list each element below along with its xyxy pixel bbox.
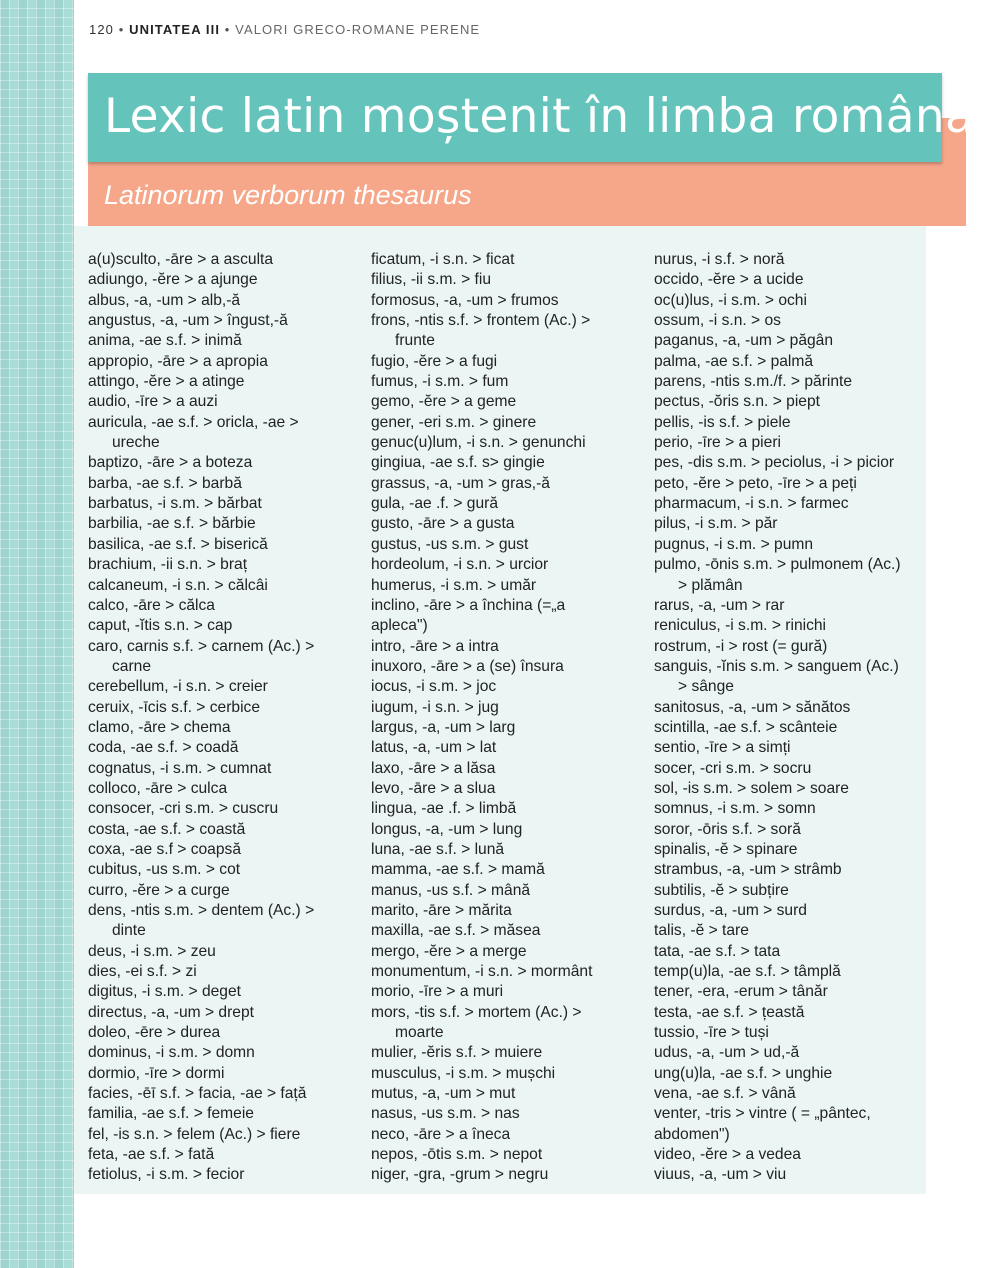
vocabulary-entry: neco, -āre > a îneca xyxy=(371,1125,511,1143)
vocabulary-entry: cerebellum, -i s.n. > creier xyxy=(88,678,268,696)
vocabulary-entry: doleo, -ēre > durea xyxy=(88,1024,221,1042)
vocabulary-entry: deus, -i s.m. > zeu xyxy=(88,942,216,960)
vocabulary-entry: tussio, -īre > tuși xyxy=(654,1024,769,1042)
vocabulary-entry: pharmacum, -i s.n. > farmec xyxy=(654,495,849,513)
vocabulary-entry: dormio, -īre > dormi xyxy=(88,1064,225,1082)
vocabulary-entry: moarte xyxy=(395,1024,444,1042)
vocabulary-entry: formosus, -a, -um > frumos xyxy=(371,291,559,309)
vocabulary-entry: cubitus, -us s.m. > cot xyxy=(88,861,241,879)
vocabulary-entry: colloco, -āre > culca xyxy=(88,779,228,797)
vocabulary-entry: apleca") xyxy=(371,617,428,635)
vocabulary-entry: gingiua, -ae s.f. s> gingie xyxy=(371,454,545,472)
vocabulary-entry: basilica, -ae s.f. > biserică xyxy=(88,535,268,553)
vocabulary-entry: humerus, -i s.m. > umăr xyxy=(371,576,537,594)
vocabulary-entry: angustus, -a, -um > îngust,-ă xyxy=(88,312,288,330)
vocabulary-entry: fumus, -i s.m. > fum xyxy=(371,373,509,391)
vocabulary-entry: auricula, -ae s.f. > oricla, -ae > xyxy=(88,413,299,431)
vocabulary-entry: dens, -ntis s.m. > dentem (Ac.) > xyxy=(88,902,315,919)
vocabulary-entry: consocer, -cri s.m. > cuscru xyxy=(88,800,279,818)
vocabulary-entry: latus, -a, -um > lat xyxy=(371,739,497,757)
vocabulary-entry: mergo, -ĕre > a merge xyxy=(371,942,527,960)
vocabulary-entry: laxo, -āre > a lăsa xyxy=(371,759,496,777)
vocabulary-column-3 xyxy=(654,250,901,1186)
vocabulary-entry: subtilis, -ĕ > subțire xyxy=(654,881,789,899)
vocabulary-entry: audio, -īre > a auzi xyxy=(88,393,218,411)
vocabulary-entry: hordeolum, -i s.n. > urcior xyxy=(371,556,549,574)
vocabulary-entry: longus, -a, -um > lung xyxy=(371,820,523,838)
vocabulary-entry: temp(u)la, -ae s.f. > tâmplă xyxy=(654,963,841,981)
vocabulary-entry: ossum, -i s.n. > os xyxy=(654,312,781,330)
vocabulary-entry: inclino, -āre > a închina (=„a xyxy=(371,596,566,614)
page-number: 120 xyxy=(89,22,114,37)
vocabulary-entry: parens, -ntis s.m./f. > părinte xyxy=(654,373,853,391)
vocabulary-entry: adiungo, -ĕre > a ajunge xyxy=(88,271,258,289)
vocabulary-entry: ung(u)la, -ae s.f. > unghie xyxy=(654,1064,833,1082)
vocabulary-entry: > sânge xyxy=(678,678,734,696)
vocabulary-entry: tata, -ae s.f. > tata xyxy=(654,942,781,960)
vocabulary-entry: sanguis, -ĭnis s.m. > sanguem (Ac.) xyxy=(654,657,899,675)
vocabulary-entry: sentio, -īre > a simți xyxy=(654,739,791,757)
vocabulary-entry: sanitosus, -a, -um > sănătos xyxy=(654,698,851,716)
vocabulary-entry: iugum, -i s.n. > jug xyxy=(371,698,499,716)
vocabulary-entry: fel, -is s.n. > felem (Ac.) > fiere xyxy=(88,1125,301,1143)
vocabulary-entry: barba, -ae s.f. > barbă xyxy=(88,474,242,492)
vocabulary-entry: venter, -tris > vintre ( = „pântec, xyxy=(654,1105,871,1123)
header-bullet: • xyxy=(118,22,125,37)
vocabulary-entry: gusto, -āre > a gusta xyxy=(371,515,515,533)
vocabulary-entry: viuus, -a, -um > viu xyxy=(654,1166,787,1184)
vocabulary-entry: monumentum, -i s.n. > mormânt xyxy=(371,963,593,981)
vocabulary-entry: nepos, -ōtis s.m. > nepot xyxy=(371,1146,543,1164)
vocabulary-column-1 xyxy=(88,250,314,1186)
vocabulary-entry: mutus, -a, -um > mut xyxy=(371,1085,516,1103)
vocabulary-entry: barbatus, -i s.m. > bărbat xyxy=(88,495,262,513)
vocabulary-entry: pellis, -is s.f. > piele xyxy=(654,413,791,431)
vocabulary-entry: paganus, -a, -um > păgân xyxy=(654,332,834,350)
vocabulary-entry: reniculus, -i s.m. > rinichi xyxy=(654,617,827,635)
vocabulary-entry: soror, -ōris s.f. > soră xyxy=(654,820,801,838)
vocabulary-entry: pulmo, -ōnis s.m. > pulmonem (Ac.) xyxy=(654,556,901,574)
vocabulary-entry: grassus, -a, -um > gras,-ă xyxy=(371,474,550,492)
vocabulary-entry: attingo, -ĕre > a atinge xyxy=(88,373,245,391)
vocabulary-entry: appropio, -āre > a apropia xyxy=(88,352,268,370)
vocabulary-entry: baptizo, -āre > a boteza xyxy=(88,454,253,472)
vocabulary-entry: largus, -a, -um > larg xyxy=(371,718,516,736)
vocabulary-entry: brachium, -ii s.n. > braț xyxy=(88,556,248,574)
vocabulary-entry: scintilla, -ae s.f. > scânteie xyxy=(654,718,838,736)
vocabulary-entry: fetiolus, -i s.m. > fecior xyxy=(88,1166,245,1184)
vocabulary-entry: cognatus, -i s.m. > cumnat xyxy=(88,759,272,777)
vocabulary-entry: albus, -a, -um > alb,-ă xyxy=(88,291,241,309)
vocabulary-entry: lingua, -ae .f. > limbă xyxy=(371,800,517,818)
vocabulary-entry: a(u)sculto, -āre > a asculta xyxy=(88,251,274,268)
vocabulary-entry: > plămân xyxy=(678,576,743,594)
vocabulary-entry: sol, -is s.m. > solem > soare xyxy=(654,779,849,797)
vocabulary-entry: levo, -āre > a slua xyxy=(371,779,496,797)
vocabulary-entry: pilus, -i s.m. > păr xyxy=(654,515,778,533)
vocabulary-entry: caput, -ĭtis s.n. > cap xyxy=(88,617,233,635)
running-header xyxy=(89,22,480,37)
vocabulary-entry: mamma, -ae s.f. > mamă xyxy=(371,861,545,879)
vocabulary-entry: dominus, -i s.m. > domn xyxy=(88,1044,255,1062)
vocabulary-entry: pugnus, -i s.m. > pumn xyxy=(654,535,814,553)
vocabulary-entry: musculus, -i s.m. > mușchi xyxy=(371,1064,556,1082)
vocabulary-entry: gustus, -us s.m. > gust xyxy=(371,535,529,553)
vocabulary-entry: clamo, -āre > chema xyxy=(88,718,231,736)
vocabulary-entry: ureche xyxy=(112,434,160,452)
vocabulary-entry: vena, -ae s.f. > vână xyxy=(654,1085,796,1103)
vocabulary-entry: surdus, -a, -um > surd xyxy=(654,902,807,919)
vocabulary-entry: mulier, -ĕris s.f. > muiere xyxy=(371,1044,543,1062)
vocabulary-entry: calco, -āre > călca xyxy=(88,596,215,614)
vocabulary-entry: coxa, -ae s.f > coapsă xyxy=(88,840,241,858)
vocabulary-entry: gula, -ae .f. > gură xyxy=(371,495,498,513)
vocabulary-entry: manus, -us s.f. > mână xyxy=(371,881,531,899)
header-bullet: • xyxy=(224,22,231,37)
vocabulary-entry: occido, -ĕre > a ucide xyxy=(654,271,804,289)
vocabulary-entry: iocus, -i s.m. > joc xyxy=(371,678,497,696)
vocabulary-entry: calcaneum, -i s.n. > călcâi xyxy=(88,576,268,594)
vocabulary-entry: dinte xyxy=(112,922,146,940)
vocabulary-entry: ficatum, -i s.n. > ficat xyxy=(371,251,515,268)
vocabulary-entry: oc(u)lus, -i s.m. > ochi xyxy=(654,291,807,309)
unit-label: UNITATEA III xyxy=(129,22,221,37)
vocabulary-entry: morio, -īre > a muri xyxy=(371,983,504,1001)
vocabulary-entry: ceruix, -īcis s.f. > cerbice xyxy=(88,698,261,716)
vocabulary-entry: carne xyxy=(112,657,152,675)
vocabulary-entry: directus, -a, -um > drept xyxy=(88,1003,254,1021)
vocabulary-entry: rostrum, -i > rost (= gură) xyxy=(654,637,828,655)
vocabulary-entry: udus, -a, -um > ud,-ă xyxy=(654,1044,800,1062)
vocabulary-entry: frunte xyxy=(395,332,435,350)
vocabulary-entry: barbilia, -ae s.f. > bărbie xyxy=(88,515,256,533)
vocabulary-column-2 xyxy=(371,250,592,1186)
vocabulary-entry: pectus, -ŏris s.n. > piept xyxy=(654,393,820,411)
vocabulary-entry: curro, -ĕre > a curge xyxy=(88,881,230,899)
vocabulary-entry: nurus, -i s.f. > noră xyxy=(654,251,785,268)
vocabulary-entry: filius, -ii s.m. > fiu xyxy=(371,271,492,289)
vocabulary-entry: socer, -cri s.m. > socru xyxy=(654,759,812,777)
page-title: Lexic latin moștenit în limba română xyxy=(104,89,975,144)
vocabulary-entry: mors, -tis s.f. > mortem (Ac.) > xyxy=(371,1003,582,1021)
vocabulary-entry: caro, carnis s.f. > carnem (Ac.) > xyxy=(88,637,315,655)
vocabulary-entry: dies, -ei s.f. > zi xyxy=(88,963,197,981)
vocabulary-entry: familia, -ae s.f. > femeie xyxy=(88,1105,254,1123)
mosaic-border-decoration xyxy=(0,0,74,1268)
section-label: VALORI GRECO-ROMANE PERENE xyxy=(235,22,481,37)
vocabulary-entry: feta, -ae s.f. > fată xyxy=(88,1146,215,1164)
vocabulary-entry: strambus, -a, -um > strâmb xyxy=(654,861,842,879)
vocabulary-entry: video, -ĕre > a vedea xyxy=(654,1146,801,1164)
vocabulary-entry: digitus, -i s.m. > deget xyxy=(88,983,241,1001)
vocabulary-entry: somnus, -i s.m. > somn xyxy=(654,800,816,818)
vocabulary-entry: nasus, -us s.m. > nas xyxy=(371,1105,520,1123)
page-subtitle: Latinorum verborum thesaurus xyxy=(104,180,472,210)
vocabulary-entry: facies, -ēī s.f. > facia, -ae > față xyxy=(88,1085,307,1103)
vocabulary-entry: tener, -era, -erum > tânăr xyxy=(654,983,828,1001)
vocabulary-entry: maxilla, -ae s.f. > măsea xyxy=(371,922,541,940)
vocabulary-entry: perio, -īre > a pieri xyxy=(654,434,781,452)
vocabulary-entry: costa, -ae s.f. > coastă xyxy=(88,820,246,838)
vocabulary-entry: testa, -ae s.f. > țeastă xyxy=(654,1003,805,1021)
vocabulary-entry: inuxoro, -āre > a (se) însura xyxy=(371,657,564,675)
vocabulary-entry: fugio, -ĕre > a fugi xyxy=(371,352,498,370)
vocabulary-entry: palma, -ae s.f. > palmă xyxy=(654,352,814,370)
vocabulary-entry: intro, -āre > a intra xyxy=(371,637,499,655)
vocabulary-entry: gener, -eri s.m. > ginere xyxy=(371,413,537,431)
vocabulary-entry: rarus, -a, -um > rar xyxy=(654,596,785,614)
vocabulary-entry: talis, -ĕ > tare xyxy=(654,922,749,940)
vocabulary-entry: marito, -āre > mărita xyxy=(371,902,512,919)
vocabulary-entry: frons, -ntis s.f. > frontem (Ac.) > xyxy=(371,312,591,330)
vocabulary-entry: anima, -ae s.f. > inimă xyxy=(88,332,242,350)
vocabulary-entry: genuc(u)lum, -i s.n. > genunchi xyxy=(371,434,586,452)
vocabulary-entry: coda, -ae s.f. > coadă xyxy=(88,739,239,757)
vocabulary-entry: niger, -gra, -grum > negru xyxy=(371,1166,549,1184)
vocabulary-entry: spinalis, -ĕ > spinare xyxy=(654,840,798,858)
vocabulary-entry: pes, -dis s.m. > peciolus, -i > picior xyxy=(654,454,895,472)
vocabulary-entry: abdomen") xyxy=(654,1125,730,1143)
vocabulary-entry: peto, -ĕre > peto, -īre > a peți xyxy=(654,474,857,492)
vocabulary-entry: luna, -ae s.f. > lună xyxy=(371,840,505,858)
vocabulary-entry: gemo, -ĕre > a geme xyxy=(371,393,517,411)
